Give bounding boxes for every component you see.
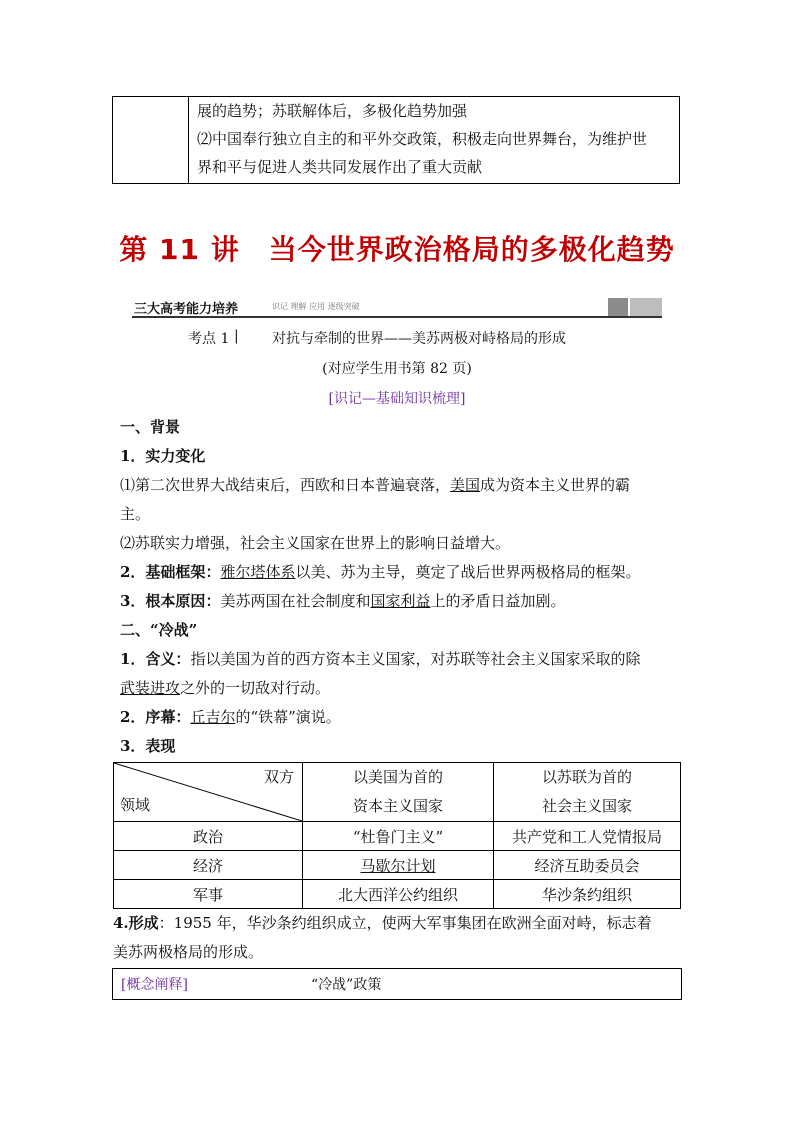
sec2-p1-line2 xyxy=(120,677,330,698)
kaodian-title: 对抗与牵制的世界——美苏两极对峙格局的形成 xyxy=(272,331,566,347)
answer-marshall-plan: 马歇尔计划 xyxy=(360,856,436,875)
answer-yalta: 雅尔塔体系 xyxy=(220,563,296,581)
sec4-line2: 美苏两极格局的形成。 xyxy=(113,943,264,961)
text-span: 上的矛盾日益加剧。 xyxy=(430,592,566,610)
label-span: 3．根本原因： xyxy=(120,592,221,610)
concept-tag: [概念阐释] xyxy=(121,977,188,993)
sec1-p1-line3: ⑵苏联实力增强，社会主义国家在世界上的影响日益增大。 xyxy=(120,534,511,552)
text-span: 指以美国为首的西方资本主义国家，对苏联等社会主义国家采取的除 xyxy=(190,650,641,668)
field-cell: 政治 xyxy=(114,822,303,851)
answer-usa: 美国 xyxy=(450,476,481,494)
kaodian-label: 考点 1 xyxy=(188,331,230,347)
lecture-title: 第 11 讲 当今世界政治格局的多极化趋势 xyxy=(119,233,675,266)
section-tag: [识记—基础知识梳理] xyxy=(328,391,466,407)
text-span: 的“铁幕”演说。 xyxy=(235,708,341,726)
header-line: 社会主义国家 xyxy=(541,797,632,815)
answer-churchill: 丘吉尔 xyxy=(190,708,236,726)
ussr-cell: 经济互助委员会 xyxy=(494,851,681,880)
corner-bottom: 领域 xyxy=(120,796,151,814)
section2-heading: 二、“冷战” xyxy=(120,621,198,639)
us-cell: 北大西洋公约组织 xyxy=(303,880,494,909)
concept-title: “冷战”政策 xyxy=(311,977,382,993)
table-row xyxy=(114,822,681,851)
text-span: 之外的一切敌对行动。 xyxy=(180,679,331,697)
sec2-p3: 3．表现 xyxy=(120,737,176,755)
cold-war-table xyxy=(113,762,681,909)
text-span: 以美、苏为主导，奠定了战后世界两极格局的框架。 xyxy=(295,563,641,581)
field-cell: 军事 xyxy=(114,880,303,909)
sec2-p2 xyxy=(120,706,341,727)
text-span: 成为资本主义世界的霸 xyxy=(480,476,631,494)
header-line: 资本主义国家 xyxy=(352,797,443,815)
sec1-p3 xyxy=(120,590,566,611)
ussr-cell: 共产党和工人党情报局 xyxy=(494,822,681,851)
table-header-row xyxy=(114,763,681,822)
table-line-3: 界和平与促进人类共同发展作出了重大贡献 xyxy=(197,158,483,176)
table-line-1: 展的趋势；苏联解体后，多极化趋势加强 xyxy=(197,102,468,120)
corner-cell xyxy=(114,763,303,822)
label-span: 1．含义： xyxy=(120,650,191,668)
table-row xyxy=(114,880,681,909)
text-span: ：1955 年，华沙条约组织成立，使两大军事集团在欧洲全面对峙，标志着 xyxy=(158,914,652,932)
concept-box xyxy=(112,968,682,1000)
text-span: ⑴第二次世界大战结束后，西欧和日本普遍衰落， xyxy=(120,476,451,494)
header-line: 以美国为首的 xyxy=(352,768,443,786)
sec4-line1 xyxy=(113,912,652,933)
banner-subtitle: 识记 理解 应用 逐级突破 xyxy=(272,302,360,311)
ussr-cell: 华沙条约组织 xyxy=(494,880,681,909)
header-line: 以苏联为首的 xyxy=(541,768,632,786)
label-span: 4.形成 xyxy=(113,914,159,932)
banner-block-dark xyxy=(608,298,628,316)
sec1-p1-line2: 主。 xyxy=(120,505,151,523)
kaodian-bar: | xyxy=(234,328,239,344)
ability-banner xyxy=(132,298,662,318)
us-cell: “杜鲁门主义” xyxy=(303,822,494,851)
label-span: 2．序幕： xyxy=(120,708,191,726)
banner-label: 三大高考能力培养 xyxy=(134,302,239,317)
corner-top: 双方 xyxy=(263,768,294,786)
answer-national-interest: 国家利益 xyxy=(370,592,431,610)
us-cell xyxy=(303,851,494,880)
table-row xyxy=(114,851,681,880)
sec1-p1-title: 1．实力变化 xyxy=(120,447,206,465)
answer-armed-attack: 武装进攻 xyxy=(120,679,181,697)
student-book-ref: (对应学生用书第 82 页) xyxy=(322,361,472,377)
table-divider xyxy=(188,97,189,183)
sec1-p1-line1 xyxy=(120,474,630,495)
banner-block-light xyxy=(630,298,662,316)
header-us-bloc xyxy=(303,763,494,822)
sec1-p2 xyxy=(120,561,640,582)
continuation-table xyxy=(112,96,680,184)
text-span: 美苏两国在社会制度和 xyxy=(220,592,371,610)
section1-heading: 一、背景 xyxy=(120,418,181,436)
table-line-2: ⑵中国奉行独立自主的和平外交政策，积极走向世界舞台，为维护世 xyxy=(197,130,648,148)
field-cell: 经济 xyxy=(114,851,303,880)
header-ussr-bloc xyxy=(494,763,681,822)
label-span: 2．基础框架： xyxy=(120,563,221,581)
sec2-p1-line1 xyxy=(120,648,640,669)
